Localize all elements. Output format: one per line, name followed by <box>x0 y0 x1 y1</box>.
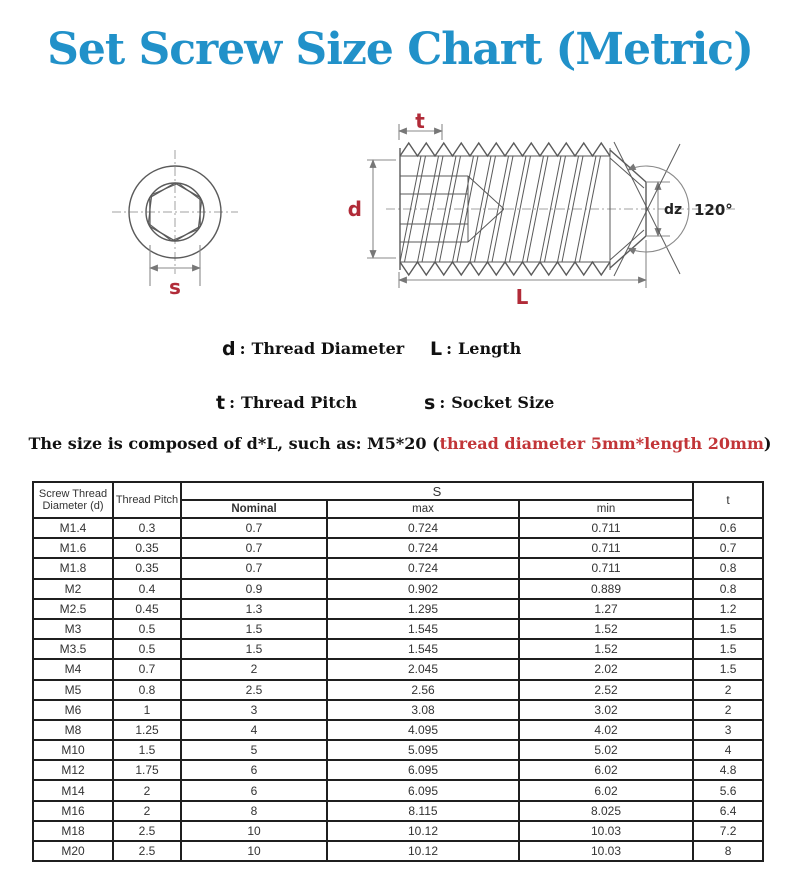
legend-meaning: Socket Size <box>451 393 555 412</box>
table-cell: 1 <box>113 700 181 720</box>
table-row <box>33 659 763 679</box>
size-composition-note <box>0 434 800 453</box>
table-cell: 1.52 <box>519 619 693 639</box>
tip-angle-label: 120° <box>694 201 733 219</box>
header-s-min: min <box>519 500 693 518</box>
header-screw-thread-diameter: Screw Thread Diameter (d) <box>33 482 113 518</box>
header-t: t <box>693 482 763 518</box>
table-cell: 6.02 <box>519 780 693 800</box>
table-cell: M1.6 <box>33 538 113 558</box>
table-cell: M12 <box>33 760 113 780</box>
table-cell: 8.025 <box>519 801 693 821</box>
table-cell: 10.12 <box>327 841 519 861</box>
table-cell: 8.115 <box>327 801 519 821</box>
size-table-header <box>33 482 763 518</box>
table-cell: M8 <box>33 720 113 740</box>
table-cell: 6.095 <box>327 780 519 800</box>
legend-meaning: Thread Pitch <box>241 393 358 412</box>
table-cell: 2.045 <box>327 659 519 679</box>
size-table-body <box>33 518 763 861</box>
length-label: L <box>515 285 529 309</box>
table-row <box>33 619 763 639</box>
table-row <box>33 639 763 659</box>
table-cell: 0.3 <box>113 518 181 538</box>
table-row <box>33 760 763 780</box>
table-cell: 0.902 <box>327 579 519 599</box>
table-cell: 3.08 <box>327 700 519 720</box>
table-cell: 10.03 <box>519 841 693 861</box>
table-cell: 3 <box>693 720 763 740</box>
table-cell: 3 <box>181 700 327 720</box>
table-cell: 7.2 <box>693 821 763 841</box>
legend-item-thread-diameter <box>222 338 404 360</box>
table-cell: 2 <box>113 780 181 800</box>
legend-separator: : <box>439 393 446 412</box>
table-cell: M10 <box>33 740 113 760</box>
table-row <box>33 841 763 861</box>
note-red-text: thread diameter 5mm*length 20mm <box>439 434 764 453</box>
table-cell: 0.35 <box>113 538 181 558</box>
table-cell: 2.5 <box>113 841 181 861</box>
table-cell: 0.45 <box>113 599 181 619</box>
table-cell: 5.095 <box>327 740 519 760</box>
legend-meaning: Thread Diameter <box>251 339 405 358</box>
table-cell: 1.25 <box>113 720 181 740</box>
table-cell: 1.52 <box>519 639 693 659</box>
table-row <box>33 821 763 841</box>
table-cell: 2 <box>693 680 763 700</box>
size-table <box>32 481 764 862</box>
table-cell: M6 <box>33 700 113 720</box>
table-cell: 0.711 <box>519 538 693 558</box>
table-cell: 2.52 <box>519 680 693 700</box>
thread-profile-top <box>400 143 610 156</box>
legend-item-socket-size <box>424 392 554 414</box>
legend-item-length <box>430 338 521 360</box>
table-cell: 0.724 <box>327 518 519 538</box>
legend-meaning: Length <box>458 339 522 358</box>
table-cell: 1.5 <box>693 659 763 679</box>
table-cell: 4.095 <box>327 720 519 740</box>
table-cell: 1.2 <box>693 599 763 619</box>
table-cell: 0.8 <box>693 579 763 599</box>
legend-item-thread-pitch <box>216 392 357 414</box>
table-cell: M1.8 <box>33 558 113 578</box>
table-cell: 1.545 <box>327 639 519 659</box>
table-cell: 0.35 <box>113 558 181 578</box>
table-cell: 4.8 <box>693 760 763 780</box>
table-row <box>33 740 763 760</box>
thread-pitch-label: t <box>415 112 425 133</box>
table-cell: 0.7 <box>693 538 763 558</box>
table-cell: M5 <box>33 680 113 700</box>
table-cell: 10.12 <box>327 821 519 841</box>
table-cell: 0.8 <box>113 680 181 700</box>
note-text: The size is composed of d*L, such as: M5*20 ( <box>28 434 440 453</box>
end-view-drawing <box>112 150 238 299</box>
table-cell: 6.02 <box>519 760 693 780</box>
table-cell: 1.75 <box>113 760 181 780</box>
header-s-max: max <box>327 500 519 518</box>
legend-separator: : <box>229 393 235 412</box>
table-cell: 0.8 <box>693 558 763 578</box>
table-cell: 0.5 <box>113 619 181 639</box>
table-cell: 6.095 <box>327 760 519 780</box>
legend <box>0 325 800 425</box>
table-cell: 1.5 <box>693 619 763 639</box>
table-row <box>33 680 763 700</box>
table-cell: 0.711 <box>519 558 693 578</box>
table-cell: M3.5 <box>33 639 113 659</box>
table-cell: 5 <box>181 740 327 760</box>
table-cell: 8 <box>181 801 327 821</box>
table-row <box>33 579 763 599</box>
table-cell: 0.9 <box>181 579 327 599</box>
table-cell: 10 <box>181 821 327 841</box>
table-cell: 0.5 <box>113 639 181 659</box>
table-row <box>33 518 763 538</box>
table-cell: 6 <box>181 780 327 800</box>
table-cell: M2.5 <box>33 599 113 619</box>
table-cell: M18 <box>33 821 113 841</box>
table-cell: 0.7 <box>181 538 327 558</box>
legend-symbol: t <box>216 392 226 414</box>
table-cell: 2.56 <box>327 680 519 700</box>
legend-symbol: d <box>222 338 236 360</box>
table-row <box>33 801 763 821</box>
header-s-group: S <box>181 482 693 500</box>
table-cell: M2 <box>33 579 113 599</box>
table-cell: 8 <box>693 841 763 861</box>
page-title: Set Screw Size Chart (Metric) <box>47 24 753 75</box>
table-cell: 0.7 <box>181 518 327 538</box>
table-row <box>33 780 763 800</box>
socket-size-label: s <box>169 275 181 299</box>
diameter-label: d <box>347 197 362 221</box>
legend-separator: : <box>239 339 246 358</box>
table-row <box>33 558 763 578</box>
header-s-nominal: Nominal <box>181 500 327 518</box>
table-cell: M14 <box>33 780 113 800</box>
thread-profile-bottom <box>400 262 610 275</box>
table-cell: 1.295 <box>327 599 519 619</box>
table-cell: 1.545 <box>327 619 519 639</box>
tip-diameter-label: dz <box>664 202 683 218</box>
table-cell: 3.02 <box>519 700 693 720</box>
table-cell: 2 <box>181 659 327 679</box>
table-cell: 6 <box>181 760 327 780</box>
table-cell: 2 <box>113 801 181 821</box>
table-row <box>33 700 763 720</box>
table-cell: 0.711 <box>519 518 693 538</box>
table-cell: 10.03 <box>519 821 693 841</box>
side-view-drawing <box>348 112 738 309</box>
legend-symbol: L <box>430 338 443 360</box>
table-cell: 2 <box>693 700 763 720</box>
table-cell: 0.724 <box>327 558 519 578</box>
table-cell: 1.3 <box>181 599 327 619</box>
table-cell: 2.5 <box>181 680 327 700</box>
set-screw-technical-drawing <box>90 112 790 317</box>
table-row <box>33 538 763 558</box>
table-cell: M4 <box>33 659 113 679</box>
table-cell: 10 <box>181 841 327 861</box>
table-cell: 2.5 <box>113 821 181 841</box>
table-cell: 0.889 <box>519 579 693 599</box>
table-cell: 0.6 <box>693 518 763 538</box>
table-cell: 6.4 <box>693 801 763 821</box>
table-cell: 0.7 <box>113 659 181 679</box>
table-cell: 5.02 <box>519 740 693 760</box>
table-cell: 0.7 <box>181 558 327 578</box>
legend-symbol: s <box>424 392 436 414</box>
table-cell: 1.5 <box>181 619 327 639</box>
table-cell: 4 <box>181 720 327 740</box>
table-cell: 4.02 <box>519 720 693 740</box>
table-cell: 1.5 <box>693 639 763 659</box>
table-cell: 0.724 <box>327 538 519 558</box>
table-row <box>33 720 763 740</box>
table-cell: M3 <box>33 619 113 639</box>
table-cell: M1.4 <box>33 518 113 538</box>
table-cell: 4 <box>693 740 763 760</box>
table-row <box>33 599 763 619</box>
table-cell: 1.27 <box>519 599 693 619</box>
table-cell: M16 <box>33 801 113 821</box>
header-thread-pitch: Thread Pitch <box>113 482 181 518</box>
table-cell: 5.6 <box>693 780 763 800</box>
note-text: ) <box>763 434 772 453</box>
table-cell: 1.5 <box>113 740 181 760</box>
legend-separator: : <box>446 339 453 358</box>
table-cell: 0.4 <box>113 579 181 599</box>
table-cell: 2.02 <box>519 659 693 679</box>
table-cell: M20 <box>33 841 113 861</box>
table-cell: 1.5 <box>181 639 327 659</box>
